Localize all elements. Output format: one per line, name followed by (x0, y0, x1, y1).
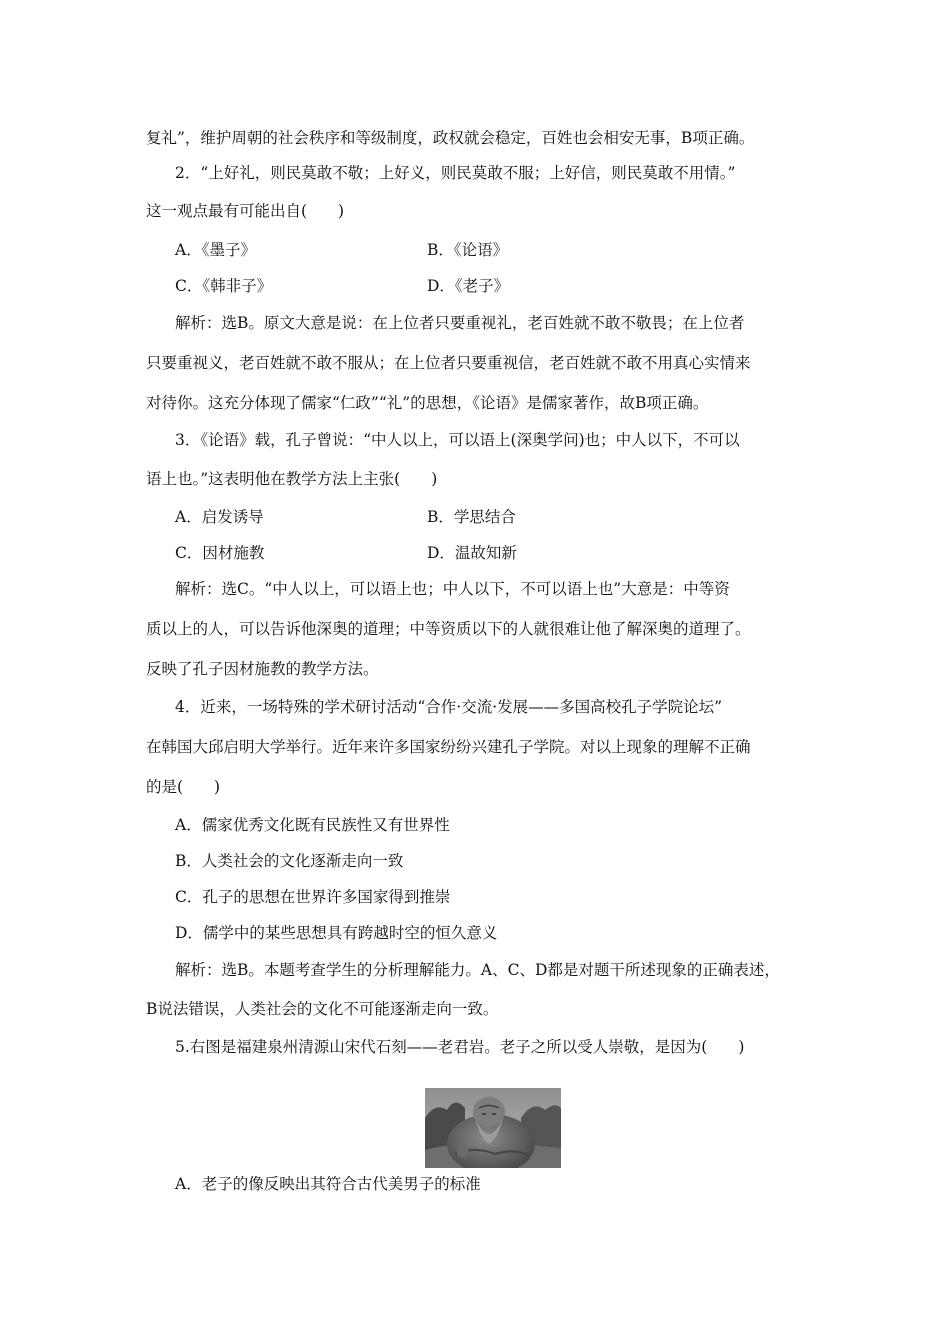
question-4-stem: 4．近来，一场特殊的学术研讨活动“合作·交流·发展——多国高校孔子学院论坛” (175, 698, 723, 716)
q5-option-a: A．老子的像反映出其符合古代美男子的标准 (175, 1175, 481, 1193)
q2-options-row-2 (175, 276, 510, 296)
question-4-stem-cont: 的是( ) (146, 778, 221, 796)
question-3-stem-cont: 语上也。”这表明他在教学方法上主张( ) (146, 470, 438, 488)
text-line: 复礼”，维护周朝的社会秩序和等级制度，政权就会稳定，百姓也会相安无事，B项正确。 (146, 129, 755, 147)
q3-option-b: B．学思结合 (427, 508, 516, 526)
q4-option-d: D．儒学中的某些思想具有跨越时空的恒久意义 (175, 924, 498, 942)
question-4-stem-cont: 在韩国大邱启明大学举行。近年来许多国家纷纷兴建孔子学院。对以上现象的理解不正确 (146, 738, 751, 756)
q4-option-b: B．人类社会的文化逐渐走向一致 (175, 852, 404, 870)
question-3-stem: 3．《论语》载，孔子曾说：“中人以上，可以语上(深奥学问)也；中人以下，不可以 (175, 431, 740, 449)
q2-option-c: C．《韩非子》 (175, 277, 273, 295)
q3-option-a: A．启发诱导 (175, 508, 264, 526)
q4-analysis: 解析：选B。本题考查学生的分析理解能力。A、C、D都是对题干所述现象的正确表述， (175, 961, 780, 979)
q2-option-a: A．《墨子》 (175, 241, 256, 259)
question-5-stem: 5.右图是福建泉州清源山宋代石刻——老君岩。老子之所以受人崇敬，是因为( ) (175, 1038, 745, 1056)
q4-analysis-cont: B说法错误，人类社会的文化不可能逐渐走向一致。 (146, 1000, 499, 1018)
q3-analysis: 解析：选C。“中人以上，可以语上也；中人以下，不可以语上也”大意是：中等资 (175, 580, 730, 598)
q2-option-b: B．《论语》 (427, 241, 509, 259)
q2-options-row-1 (175, 240, 509, 260)
laojun-rock-photo (425, 1088, 561, 1168)
statue-image (425, 1088, 561, 1168)
q2-analysis-cont: 只要重视义，老百姓就不敢不服从；在上位者只要重视信，老百姓就不敢不用真心实情来 (146, 354, 751, 372)
q2-analysis-cont: 对待你。这充分体现了儒家“仁政”“礼”的思想，《论语》是儒家著作，故B项正确。 (146, 394, 709, 412)
q2-analysis: 解析：选B。原文大意是说：在上位者只要重视礼，老百姓就不敢不敬畏；在上位者 (175, 314, 745, 332)
question-2-stem: 2．“上好礼，则民莫敢不敬；上好义，则民莫敢不服；上好信，则民莫敢不用情。” (175, 164, 736, 182)
q4-option-c: C．孔子的思想在世界许多国家得到推崇 (175, 888, 451, 906)
q3-analysis-cont: 质以上的人，可以告诉他深奥的道理；中等资质以下的人就很难让他了解深奥的道理了。 (146, 620, 751, 638)
q3-options-row-1 (175, 507, 516, 527)
q4-option-a: A．儒家优秀文化既有民族性又有世界性 (175, 816, 450, 834)
question-2-stem-cont: 这一观点最有可能出自( ) (146, 202, 345, 220)
q3-analysis-cont: 反映了孔子因材施教的教学方法。 (146, 660, 379, 678)
q3-options-row-2 (175, 543, 517, 563)
q3-option-d: D．温故知新 (427, 544, 517, 562)
q2-option-d: D．《老子》 (427, 277, 510, 295)
q3-option-c: C．因材施教 (175, 544, 265, 562)
